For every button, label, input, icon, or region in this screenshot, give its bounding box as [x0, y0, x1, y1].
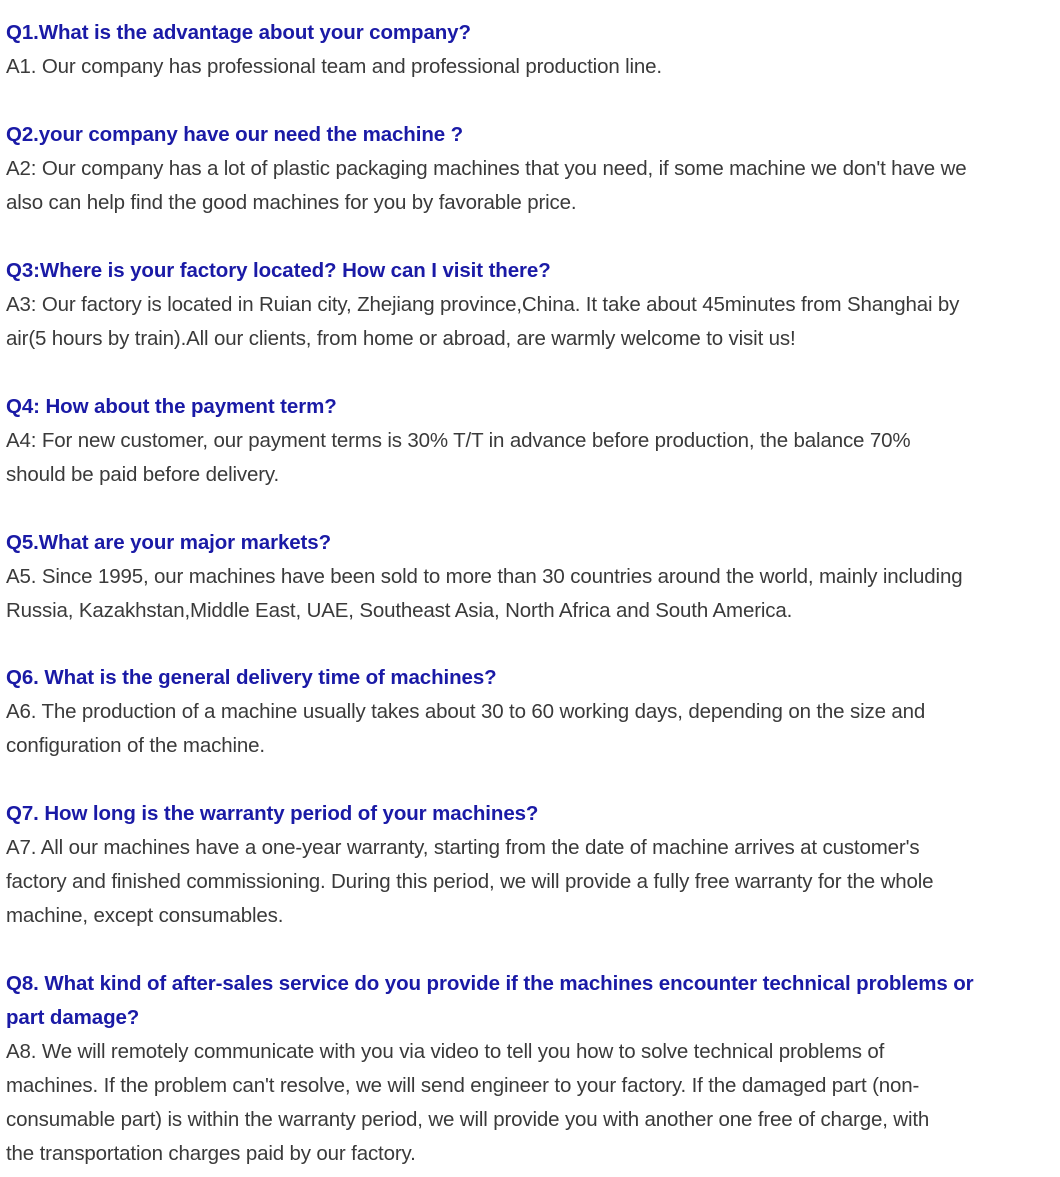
answer-8 [6, 1035, 1058, 1171]
faq-item-1 [6, 16, 1058, 84]
question-line: Q5.What are your major markets? [6, 531, 332, 554]
answer-line: should be paid before delivery. [6, 463, 280, 486]
answer-line: machine, except consumables. [6, 904, 284, 927]
answer-1 [6, 50, 1058, 84]
answer-5 [6, 560, 1058, 628]
question-7 [6, 797, 1058, 831]
answer-line: configuration of the machine. [6, 734, 265, 757]
answer-line: A4: For new customer, our payment terms is 30% T/T in advance before production, the balance 70% [6, 429, 911, 452]
answer-6 [6, 695, 1058, 763]
answer-line: the transportation charges paid by our factory. [6, 1142, 416, 1165]
question-1 [6, 16, 1058, 50]
answer-line: A2: Our company has a lot of plastic packaging machines that you need, if some machine we don't have we [6, 157, 967, 180]
question-line: Q2.your company have our need the machine ? [6, 123, 464, 146]
question-line: part damage? [6, 1006, 140, 1029]
answer-line: A1. Our company has professional team and professional production line. [6, 55, 662, 78]
question-line: Q6. What is the general delivery time of machines? [6, 666, 497, 689]
answer-line: also can help find the good machines for you by favorable price. [6, 191, 577, 214]
faq-item-6 [6, 661, 1058, 763]
faq-item-7 [6, 797, 1058, 933]
answer-line: A5. Since 1995, our machines have been sold to more than 30 countries around the world, mainly including [6, 565, 963, 588]
answer-4 [6, 424, 1058, 492]
question-5 [6, 526, 1058, 560]
question-4 [6, 390, 1058, 424]
question-line: Q8. What kind of after-sales service do you provide if the machines encounter technical problems or [6, 972, 974, 995]
answer-line: Russia, Kazakhstan,Middle East, UAE, Southeast Asia, North Africa and South America. [6, 599, 793, 622]
answer-line: consumable part) is within the warranty period, we will provide you with another one free of charge, with [6, 1108, 930, 1131]
question-2 [6, 118, 1058, 152]
question-line: Q3:Where is your factory located? How can I visit there? [6, 259, 551, 282]
question-line: Q7. How long is the warranty period of your machines? [6, 802, 539, 825]
answer-line: A3: Our factory is located in Ruian city, Zhejiang province,China. It take about 45minutes from Shanghai by [6, 293, 960, 316]
answer-line: A7. All our machines have a one-year warranty, starting from the date of machine arrives at customer's [6, 836, 920, 859]
question-line: Q1.What is the advantage about your company? [6, 21, 471, 44]
question-6 [6, 661, 1058, 695]
faq-item-2 [6, 118, 1058, 220]
answer-2 [6, 152, 1058, 220]
faq-item-4 [6, 390, 1058, 492]
faq-item-8 [6, 967, 1058, 1171]
answer-line: machines. If the problem can't resolve, we will send engineer to your factory. If the damaged part (non- [6, 1074, 920, 1097]
answer-line: A6. The production of a machine usually takes about 30 to 60 working days, depending on the size and [6, 700, 926, 723]
answer-line: A8. We will remotely communicate with you via video to tell you how to solve technical problems of [6, 1040, 885, 1063]
question-line: Q4: How about the payment term? [6, 395, 337, 418]
answer-7 [6, 831, 1058, 933]
answer-line: air(5 hours by train).All our clients, from home or abroad, are warmly welcome to visit us! [6, 327, 796, 350]
faq-item-5 [6, 526, 1058, 628]
question-3 [6, 254, 1058, 288]
answer-line: factory and finished commissioning. During this period, we will provide a fully free warranty for the whole [6, 870, 934, 893]
answer-3 [6, 288, 1058, 356]
question-8 [6, 967, 1058, 1035]
faq-item-3 [6, 254, 1058, 356]
